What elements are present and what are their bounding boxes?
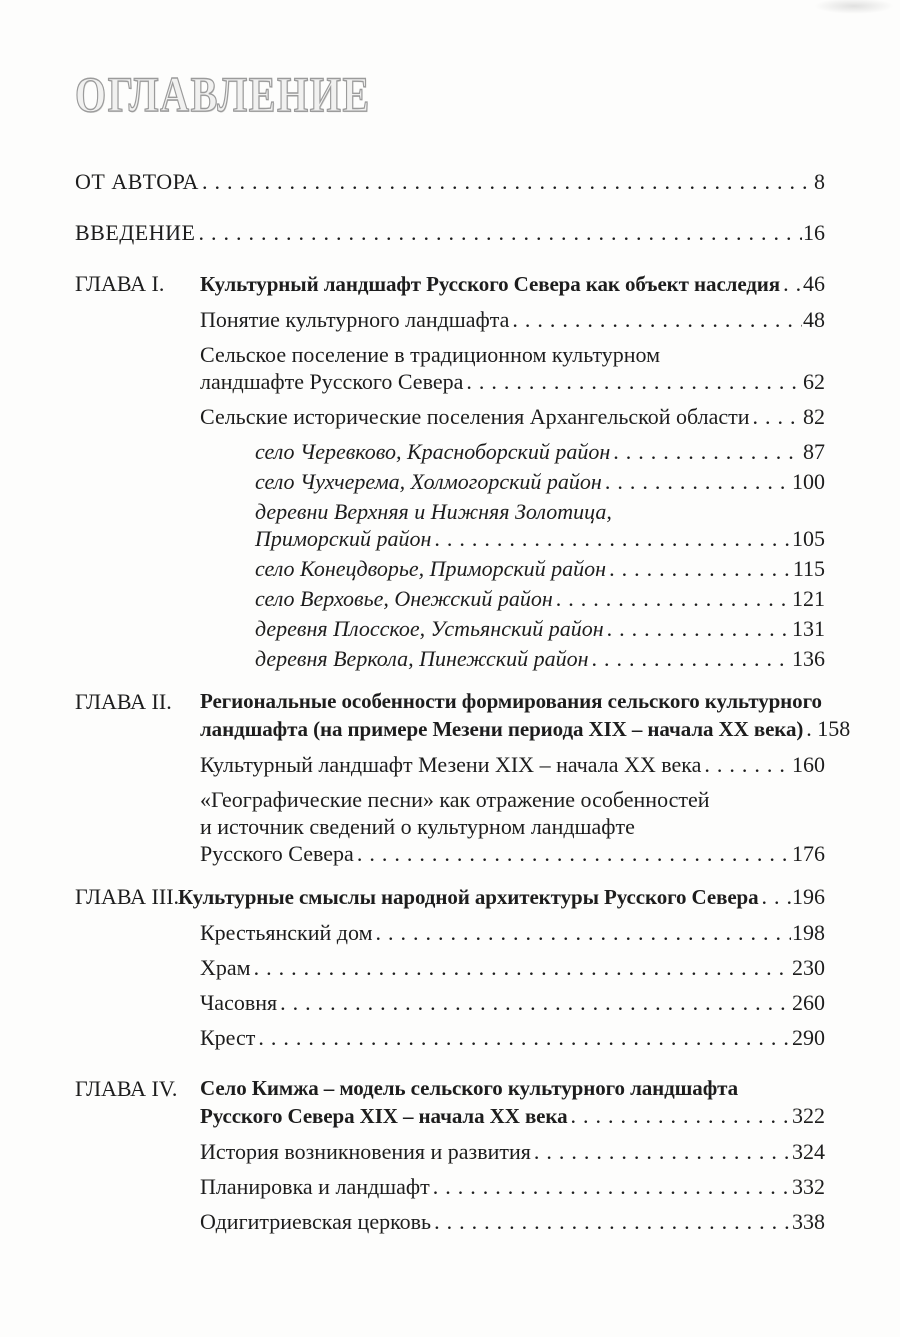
entry-title: Культурный ландшафт Мезени XIX – начала XX века xyxy=(200,752,702,777)
toc-row xyxy=(75,840,825,867)
page-number: 105 xyxy=(792,526,825,551)
entry-title: Планировка и ландшафт xyxy=(200,1174,430,1199)
page-number: 196 xyxy=(792,884,825,909)
page-number: 230 xyxy=(792,955,825,980)
entry-title: Культурные смыслы народной архитектуры Русского Севера xyxy=(178,885,759,909)
dot-leader xyxy=(607,615,791,642)
entry-title: Региональные особенности формирования сельского культурного xyxy=(200,689,822,713)
toc-row xyxy=(75,468,825,495)
entry-title: Крест xyxy=(200,1025,256,1050)
entry-title: ОТ АВТОРА xyxy=(75,169,199,194)
page-number: 176 xyxy=(792,841,825,866)
toc-list xyxy=(75,168,851,1235)
page-number: 332 xyxy=(792,1174,825,1199)
page-number: 260 xyxy=(792,990,825,1015)
toc-row xyxy=(75,306,825,333)
entry-title: село Конецдворье, Приморский район xyxy=(255,556,607,581)
entry-title: «Географические песни» как отражение особенностей xyxy=(200,787,710,812)
page-number: 121 xyxy=(792,586,825,611)
dot-leader xyxy=(254,954,791,981)
scan-artifact xyxy=(814,0,894,14)
toc-row xyxy=(75,498,825,525)
dot-leader xyxy=(806,715,816,742)
entry-title: Понятие культурного ландшафта xyxy=(200,307,510,332)
page-number: 100 xyxy=(792,469,825,494)
dot-leader xyxy=(512,306,802,333)
page-number: 87 xyxy=(803,439,825,464)
page-number: 198 xyxy=(792,920,825,945)
toc-row xyxy=(75,1024,825,1051)
page-number: 322 xyxy=(792,1103,825,1128)
dot-leader xyxy=(762,883,791,910)
page-number: 136 xyxy=(792,646,825,671)
toc-row xyxy=(75,954,825,981)
entry-title: деревни Верхняя и Нижняя Золотица, xyxy=(255,499,612,524)
dot-leader xyxy=(556,585,791,612)
dot-leader xyxy=(357,840,791,867)
toc-chapter-row xyxy=(75,883,825,911)
entry-title: Русского Севера XIX – начала XX века xyxy=(200,1104,568,1128)
chapter-label: ГЛАВА III. xyxy=(75,884,180,909)
entry-title: ландшафта (на примере Мезени периода XIX – начала XX века) xyxy=(200,717,804,741)
dot-leader xyxy=(434,1208,791,1235)
entry-title: деревня Веркола, Пинежский район xyxy=(255,646,589,671)
page-title: ОГЛАВЛЕНИЕ xyxy=(75,66,371,122)
toc-row xyxy=(75,585,825,612)
toc-row xyxy=(75,403,825,430)
entry-title: Сельские исторические поселения Архангельской области xyxy=(200,404,750,429)
entry-title: Сельское поселение в традиционном культурном xyxy=(200,342,661,367)
page-number: 338 xyxy=(792,1209,825,1234)
toc-row xyxy=(75,525,825,552)
entry-title: Село Кимжа – модель сельского культурного ландшафта xyxy=(200,1076,739,1100)
entry-title: Культурный ландшафт Русского Севера как объект наследия xyxy=(200,272,781,296)
toc-row xyxy=(75,555,825,582)
entry-title: село Верховье, Онежский район xyxy=(255,586,553,611)
dot-leader xyxy=(613,438,802,465)
page-number: 8 xyxy=(814,169,825,194)
entry-title: Одигитриевская церковь xyxy=(200,1209,432,1234)
page-number: 160 xyxy=(792,752,825,777)
chapter-label: ГЛАВА IV. xyxy=(75,1076,178,1101)
dot-leader xyxy=(592,645,792,672)
toc-chapter-row xyxy=(75,688,825,715)
dot-leader xyxy=(753,403,802,430)
page-number: 131 xyxy=(792,616,825,641)
page-number: 158 xyxy=(817,716,851,741)
dot-leader xyxy=(466,368,802,395)
page-number: 115 xyxy=(792,556,825,581)
toc-row xyxy=(75,219,825,246)
toc-row xyxy=(75,438,825,465)
dot-leader xyxy=(280,989,791,1016)
toc-row xyxy=(75,341,825,368)
toc-row xyxy=(75,813,825,840)
toc-row xyxy=(75,368,825,395)
dot-leader xyxy=(571,1102,792,1129)
toc-chapter-row xyxy=(75,270,825,298)
dot-leader xyxy=(434,525,791,552)
entry-title: Приморский район xyxy=(255,526,432,551)
entry-title: Русского Севера xyxy=(200,841,354,866)
page-number: 62 xyxy=(803,369,825,394)
toc-chapter-row xyxy=(75,1075,825,1102)
entry-title: Храм xyxy=(200,955,251,980)
toc-row xyxy=(75,645,825,672)
page-number: 324 xyxy=(792,1139,825,1164)
toc-row xyxy=(75,1208,825,1235)
entry-title: Крестьянский дом xyxy=(200,920,373,945)
entry-title: село Черевково, Красноборский район xyxy=(255,439,611,464)
toc-row xyxy=(75,1173,825,1200)
page-number: 48 xyxy=(803,307,825,332)
entry-title: и источник сведений о культурном ландшафте xyxy=(200,814,635,839)
page-number: 290 xyxy=(792,1025,825,1050)
dot-leader xyxy=(258,1024,791,1051)
toc-row xyxy=(75,168,825,195)
dot-leader xyxy=(609,555,792,582)
page-number: 16 xyxy=(803,220,825,245)
page-number: 46 xyxy=(803,271,825,296)
toc-row xyxy=(75,786,825,813)
entry-title: История возникновения и развития xyxy=(200,1139,531,1164)
entry-title: деревня Плосское, Устьянский район xyxy=(255,616,604,641)
entry-title: ландшафте Русского Севера xyxy=(200,369,464,394)
dot-leader xyxy=(433,1173,791,1200)
dot-leader xyxy=(198,219,802,246)
dot-leader xyxy=(202,168,813,195)
dot-leader xyxy=(783,270,802,297)
toc-row xyxy=(75,751,825,778)
toc-row xyxy=(75,615,825,642)
entry-title: Часовня xyxy=(200,990,278,1015)
chapter-label: ГЛАВА I. xyxy=(75,271,165,296)
toc-row xyxy=(75,715,851,743)
page-number: 82 xyxy=(803,404,825,429)
dot-leader xyxy=(605,468,791,495)
toc-row xyxy=(75,1102,825,1130)
dot-leader xyxy=(376,919,792,946)
chapter-label: ГЛАВА II. xyxy=(75,689,172,714)
dot-leader xyxy=(534,1138,791,1165)
toc-row xyxy=(75,989,825,1016)
dot-leader xyxy=(704,751,791,778)
entry-title: село Чухчерема, Холмогорский район xyxy=(255,469,602,494)
toc-row xyxy=(75,919,825,946)
toc-row xyxy=(75,1138,825,1165)
entry-title: ВВЕДЕНИЕ xyxy=(75,220,196,245)
